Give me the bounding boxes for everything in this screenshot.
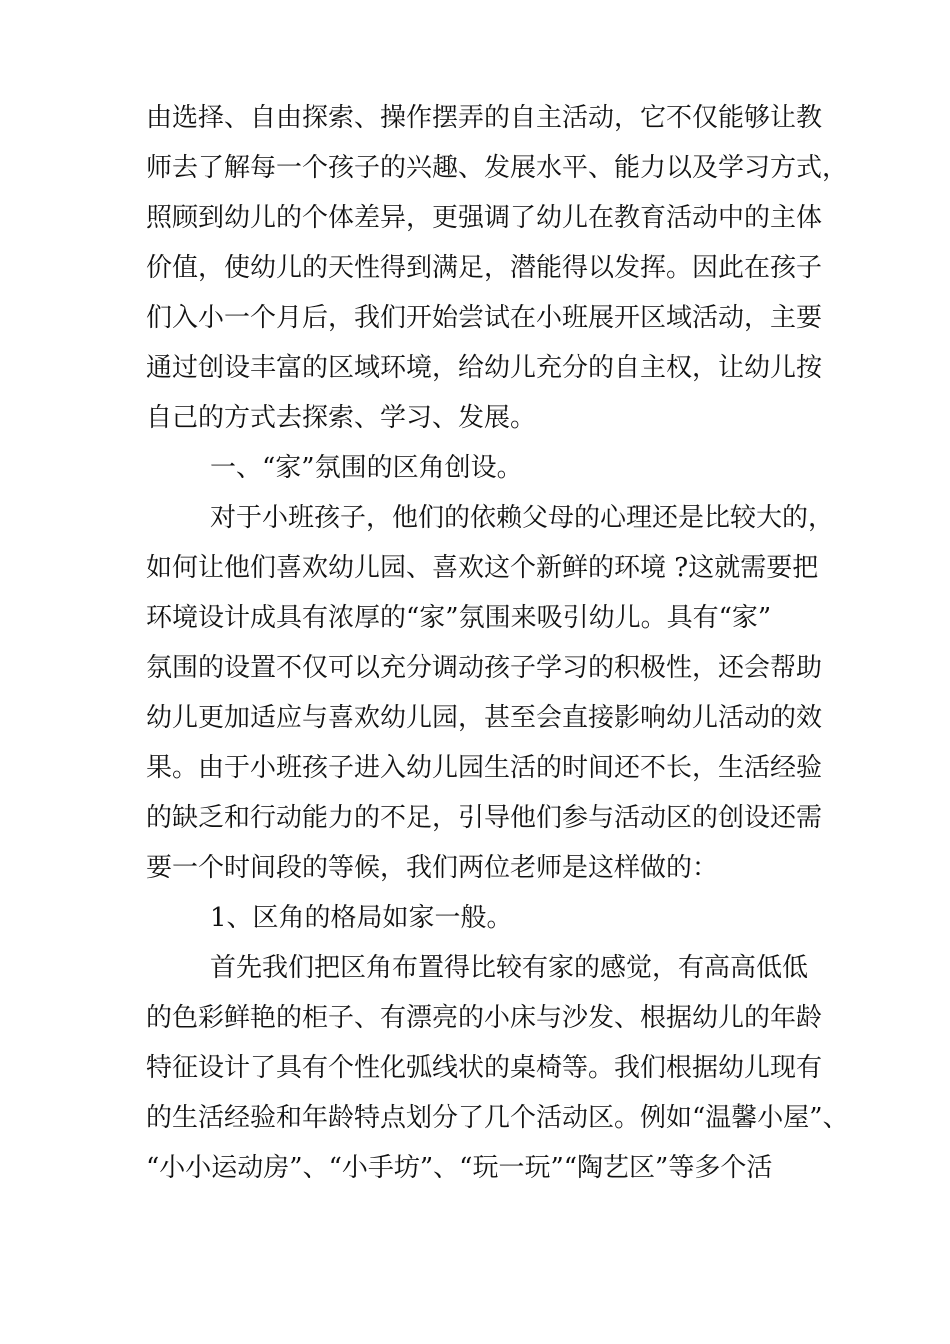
text-line: 如何让他们喜欢幼儿园、喜欢这个新鲜的环境 ?这就需要把	[146, 553, 819, 583]
text-line: 对于小班孩子，他们的依赖父母的心理还是比较大的，	[210, 503, 835, 533]
text-line: 的色彩鲜艳的柜子、有漂亮的小床与沙发、根据幼儿的年龄	[146, 1003, 823, 1033]
text-line: 自己的方式去探索、学习、发展。	[146, 403, 537, 433]
text-line: 的缺乏和行动能力的不足，引导他们参与活动区的创设还需	[146, 803, 823, 833]
text-line: 价值，使幼儿的天性得到满足，潜能得以发挥。因此在孩子	[146, 253, 823, 283]
section-heading: 一、“家”氛围的区角创设。	[210, 453, 523, 483]
text-line: 幼儿更加适应与喜欢幼儿园，甚至会直接影响幼儿活动的效	[146, 703, 823, 733]
text-line: 由选择、自由探索、操作摆弄的自主活动，它不仅能够让教	[146, 103, 823, 133]
text-line: 果。由于小班孩子进入幼儿园生活的时间还不长，生活经验	[146, 753, 823, 783]
text-line: 特征设计了具有个性化弧线状的桌椅等。我们根据幼儿现有	[146, 1053, 823, 1083]
text-line: 师去了解每一个孩子的兴趣、发展水平、能力以及学习方式，	[146, 153, 849, 183]
text-line: 们入小一个月后，我们开始尝试在小班展开区域活动，主要	[146, 303, 823, 333]
subsection-heading: 1、区角的格局如家一般。	[210, 903, 513, 933]
text-line: 的生活经验和年龄特点划分了几个活动区。例如“温馨小屋”、	[146, 1103, 849, 1133]
text-line: 通过创设丰富的区域环境，给幼儿充分的自主权，让幼儿按	[146, 353, 823, 383]
text-line: 照顾到幼儿的个体差异，更强调了幼儿在教育活动中的主体	[146, 203, 823, 233]
text-line: 首先我们把区角布置得比较有家的感觉，有高高低低	[210, 953, 809, 983]
text-line: 环境设计成具有浓厚的“家”氛围来吸引幼儿。具有“家”	[146, 603, 772, 633]
text-line: “小小运动房”、“小手坊”、“玩一玩”“陶艺区”等多个活	[146, 1153, 773, 1183]
text-line: 氛围的设置不仅可以充分调动孩子学习的积极性，还会帮助	[146, 653, 823, 683]
text-line: 要一个时间段的等候，我们两位老师是这样做的：	[146, 853, 719, 883]
